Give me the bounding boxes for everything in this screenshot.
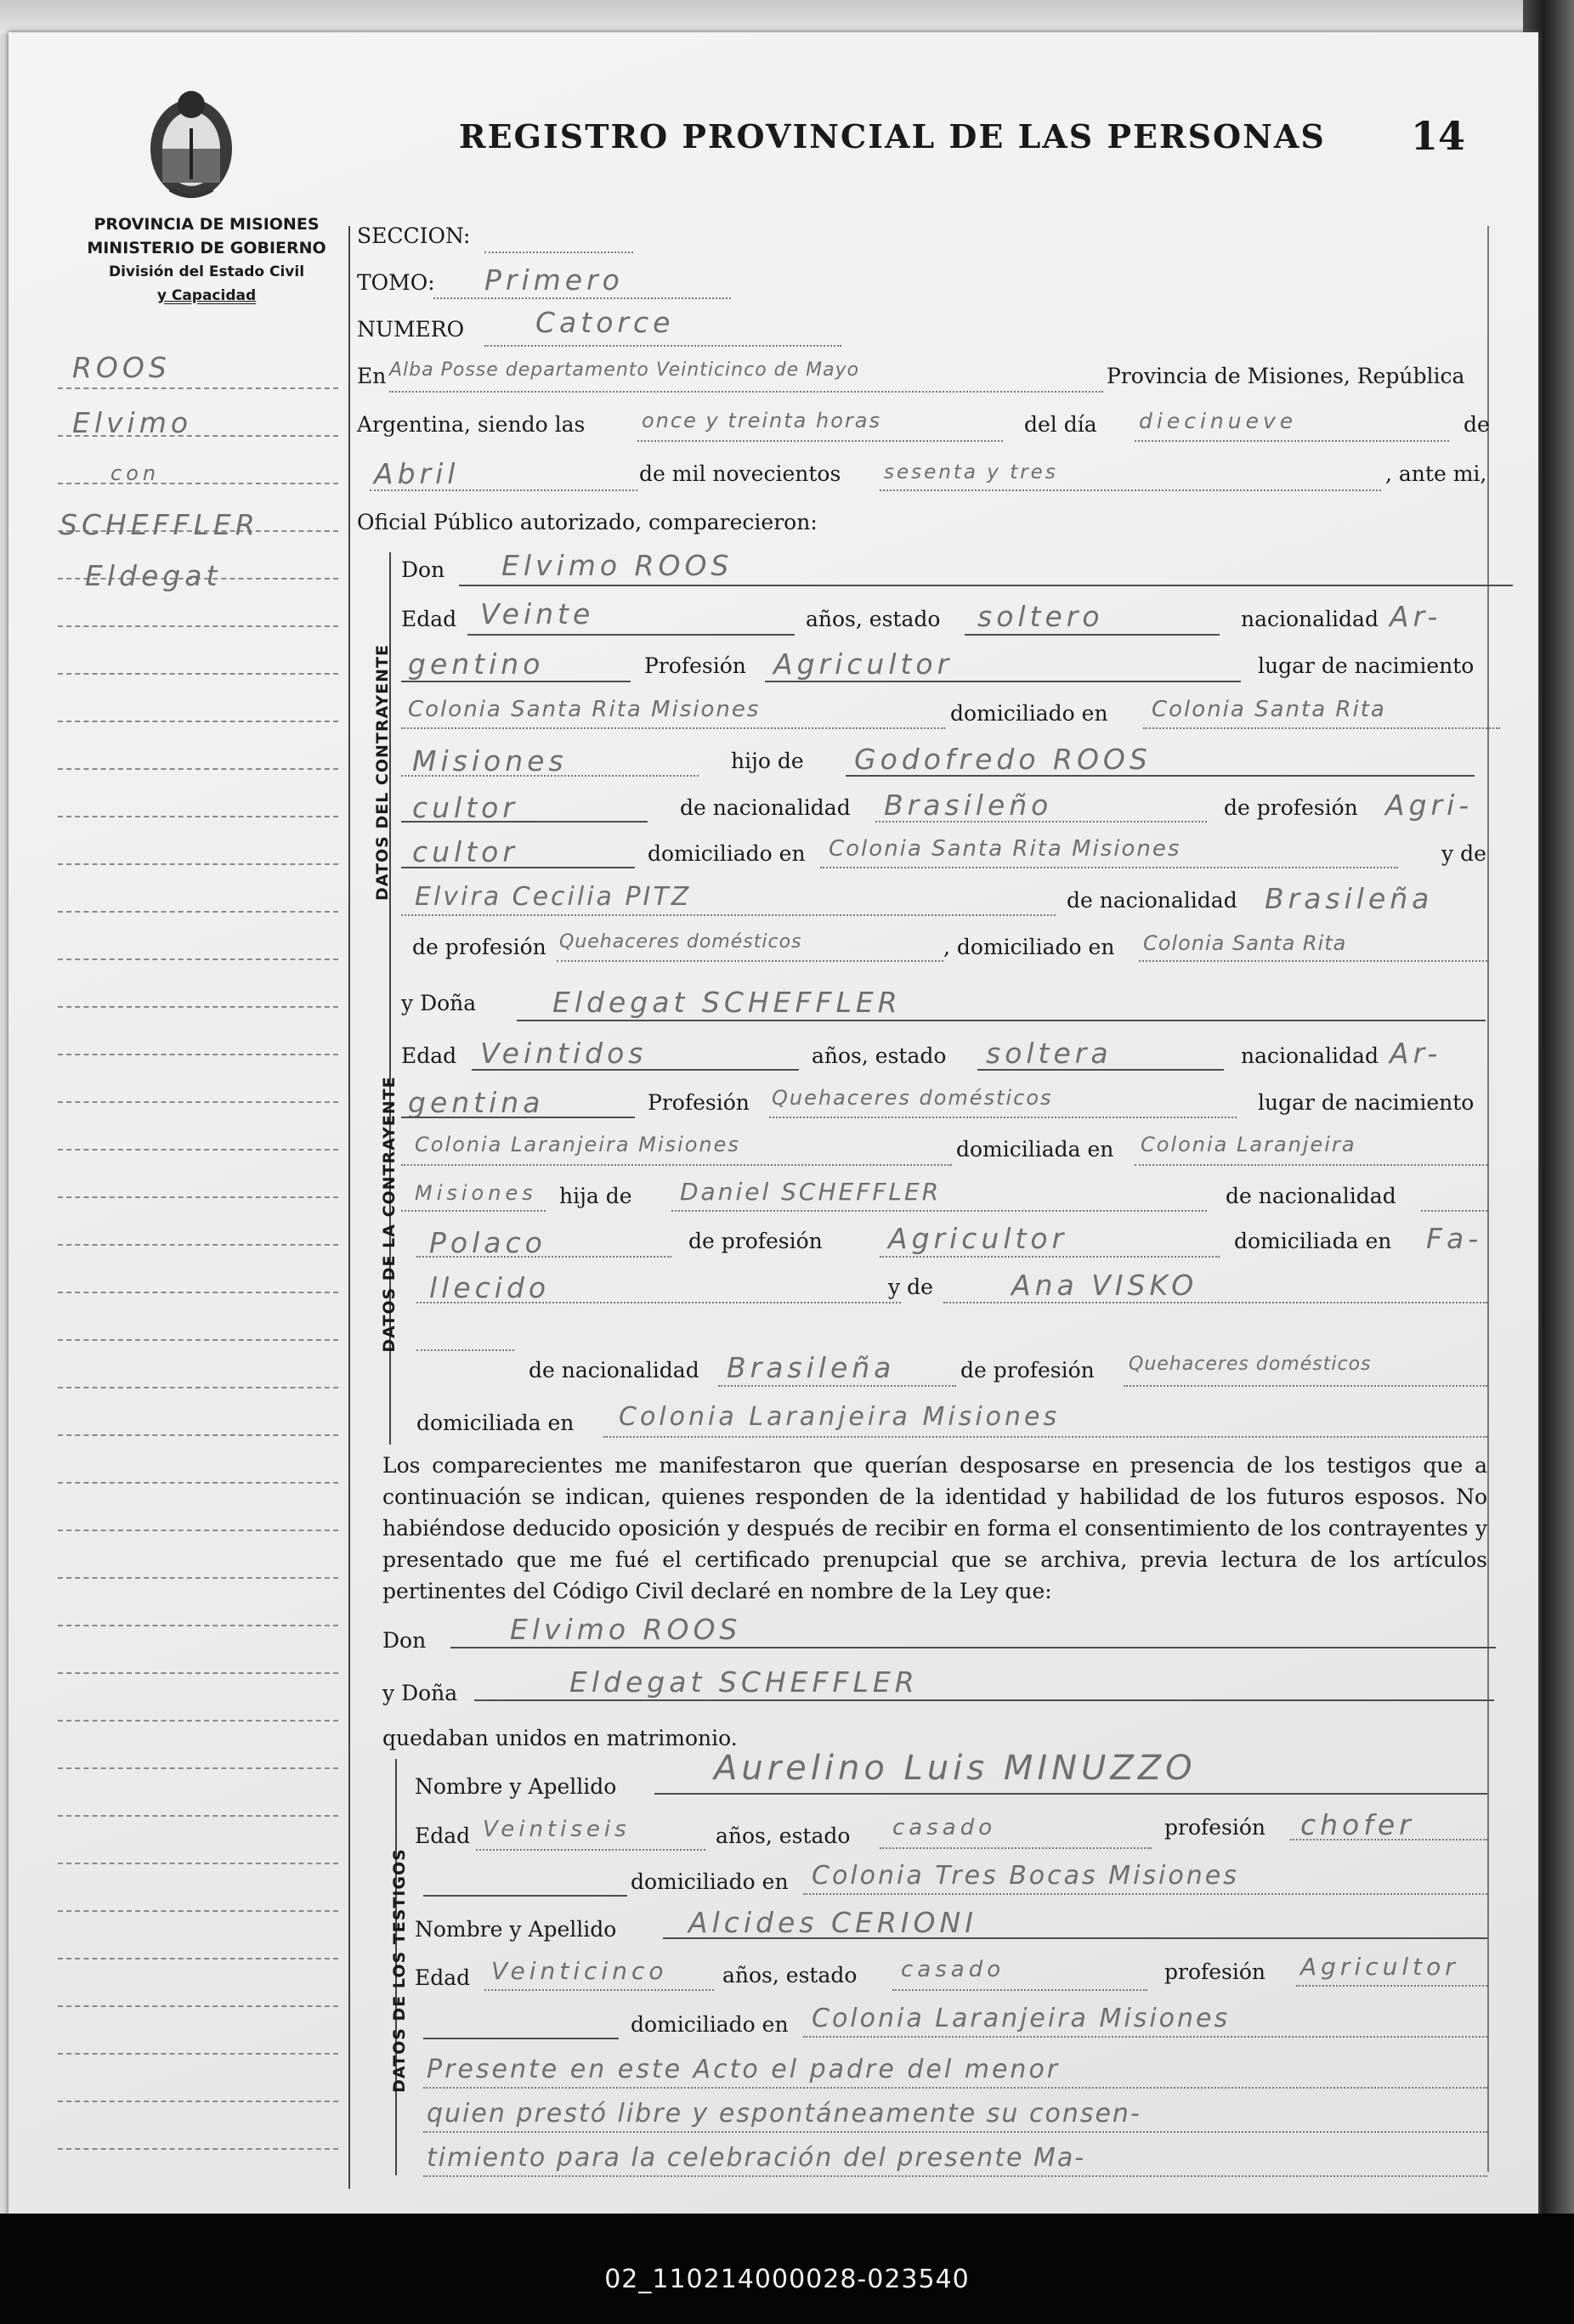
note-line1 bbox=[423, 2087, 1487, 2089]
bride-father-prof-label: de profesión bbox=[688, 1229, 823, 1253]
mes-value: Abril bbox=[374, 457, 460, 490]
witness1-dom-label: domiciliado en bbox=[631, 1869, 789, 1894]
bride-father-nac-line1 bbox=[1421, 1210, 1487, 1212]
seccion-line bbox=[484, 252, 633, 253]
bride-domicilio2-line bbox=[401, 1210, 546, 1212]
groom-name-line bbox=[459, 585, 1513, 586]
bride-name: Eldegat SCHEFFLER bbox=[552, 986, 902, 1019]
testigos-section-label: DATOS DE LOS TESTIGOS bbox=[390, 1848, 409, 2093]
mother-prof: Quehaceres domésticos bbox=[559, 931, 802, 953]
margin-ruled-line bbox=[58, 1054, 338, 1055]
father-nac-line bbox=[875, 821, 1207, 823]
father-prof-part2: cultor bbox=[412, 835, 518, 868]
witness2-prof-line bbox=[1296, 1985, 1487, 1987]
witness2-prof-label: profesión bbox=[1164, 1959, 1266, 1984]
mil-text: de mil novecientos bbox=[639, 461, 841, 486]
witness2-estado: casado bbox=[901, 1957, 1005, 1982]
margin-ruled-line bbox=[58, 387, 338, 389]
bride-mother-dom-line bbox=[603, 1436, 1487, 1438]
mother-name-line bbox=[401, 914, 1056, 916]
witness1-estado-line bbox=[880, 1847, 1152, 1849]
bride-edad-label: Edad bbox=[401, 1043, 457, 1068]
groom-domicilio1: Colonia Santa Rita bbox=[1152, 697, 1386, 722]
don-label: Don bbox=[401, 557, 445, 582]
margin-ruled-line bbox=[58, 958, 338, 960]
margin-entry-surname2: SCHEFFLER bbox=[59, 508, 259, 541]
bride-domicilio1: Colonia Laranjeira bbox=[1141, 1133, 1356, 1156]
witness2-nombre: Alcides CERIONI bbox=[688, 1906, 977, 1939]
groom-edad-line bbox=[467, 634, 795, 636]
witness1-prof-line bbox=[1290, 1839, 1487, 1841]
register-page bbox=[8, 32, 1538, 2216]
witness1-nombre-line bbox=[654, 1793, 1487, 1795]
dia-line bbox=[1135, 440, 1449, 442]
declaration-paragraph: Los comparecientes me manifestaron que querían desposarse en presencia de los testigos que a continuación se indican, quienes responden de la identidad y habilidad de los futuros esposos. No habiéndose deducido oposición y después de recibir en forma el consentimiento de los contrayentes y presentado que me fué el certificado prenupcial que se archiva, previa lectura de los artículos pertinentes del Código Civil declaré en nombre de la Ley que: bbox=[382, 1453, 1487, 1603]
numero-label: NUMERO bbox=[357, 317, 465, 342]
mother-dom: Colonia Santa Rita bbox=[1143, 931, 1347, 955]
bride-nac2-line bbox=[401, 1117, 635, 1118]
witness2-prof: Agricultor bbox=[1300, 1953, 1459, 1981]
groom-profesion: Agricultor bbox=[773, 647, 954, 681]
bride-lugar-line bbox=[401, 1164, 952, 1166]
margin-ruled-line bbox=[58, 1482, 338, 1484]
scan-filename: 02_110214000028-023540 bbox=[604, 2265, 970, 2294]
margin-ruled-line bbox=[58, 1530, 338, 1531]
mes-line bbox=[370, 489, 637, 491]
page-title: REGISTRO PROVINCIAL DE LAS PERSONAS bbox=[459, 117, 1326, 155]
witness1-pre-dom-line bbox=[423, 1895, 627, 1897]
authority-line1: PROVINCIA DE MISIONES bbox=[93, 215, 320, 234]
anio-line bbox=[880, 489, 1381, 491]
note-line2 bbox=[423, 2131, 1487, 2133]
father-prof-line bbox=[401, 821, 648, 823]
bride-father-prof: Agricultor bbox=[888, 1222, 1068, 1255]
bride-mother-nac-pre-line bbox=[416, 1349, 514, 1351]
tomo-value: Primero bbox=[484, 263, 624, 297]
witness2-dom: Colonia Laranjeira Misiones bbox=[812, 2004, 1231, 2033]
witness1-dom: Colonia Tres Bocas Misiones bbox=[812, 1861, 1239, 1891]
groom-lugar-line bbox=[401, 727, 945, 729]
bride-mother-line bbox=[943, 1302, 1487, 1303]
margin-ruled-line bbox=[58, 1577, 338, 1579]
bride-lugar: Colonia Laranjeira Misiones bbox=[415, 1133, 740, 1156]
bride-y-de: y de bbox=[888, 1275, 933, 1299]
groom-profesion-label: Profesión bbox=[644, 653, 746, 678]
margin-ruled-line bbox=[58, 1720, 338, 1722]
father-prof-part1: cultor bbox=[412, 791, 518, 824]
witness1-edad-line bbox=[476, 1849, 705, 1851]
witness1-anos-estado: años, estado bbox=[716, 1824, 851, 1848]
decl-don-line bbox=[450, 1647, 1496, 1648]
witness1-prof: chofer bbox=[1300, 1808, 1415, 1841]
groom-nac-label: nacionalidad bbox=[1241, 607, 1379, 631]
witness2-dom-label: domiciliado en bbox=[631, 2012, 789, 2037]
bride-profesion-line bbox=[769, 1117, 1237, 1118]
margin-ruled-line bbox=[58, 1815, 338, 1817]
bride-edad-line bbox=[472, 1069, 799, 1071]
witness2-anos-estado: años, estado bbox=[722, 1963, 858, 1988]
margin-ruled-line bbox=[58, 2148, 338, 2150]
bride-mother-dom: Colonia Laranjeira Misiones bbox=[619, 1402, 1061, 1432]
margin-entry-name2: Eldegat bbox=[85, 559, 222, 592]
margin-ruled-line bbox=[58, 2101, 338, 2102]
tomo-line bbox=[433, 297, 731, 299]
seccion-label: SECCION: bbox=[357, 223, 471, 248]
father-dom-label: domiciliado en bbox=[648, 841, 806, 866]
right-frame-line bbox=[1487, 226, 1489, 2172]
en-line bbox=[389, 391, 1103, 393]
page-number: 14 bbox=[1411, 113, 1466, 159]
provincia-text: Provincia de Misiones, República bbox=[1107, 364, 1465, 388]
groom-nac2: gentino bbox=[408, 647, 545, 681]
en-value: Alba Posse departamento Veinticinco de Mayo bbox=[389, 359, 860, 381]
anio-value: sesenta y tres bbox=[884, 461, 1058, 483]
bride-name-line bbox=[517, 1020, 1486, 1021]
hora-line bbox=[637, 440, 1003, 442]
bride-domicilio2: Misiones bbox=[415, 1181, 537, 1205]
groom-nac1: Ar- bbox=[1390, 600, 1442, 633]
witness-note-line1: Presente en este Acto el padre del menor bbox=[427, 2055, 1061, 2084]
bride-father-dom1: Fa- bbox=[1426, 1222, 1483, 1255]
witness1-nombre-label: Nombre y Apellido bbox=[415, 1774, 617, 1799]
hija-de-label: hija de bbox=[559, 1184, 632, 1208]
margin-ruled-line bbox=[58, 1863, 338, 1864]
witness1-prof-label: profesión bbox=[1164, 1815, 1266, 1840]
bride-mother-prof-line bbox=[1124, 1385, 1487, 1387]
groom-domiciliado-label: domiciliado en bbox=[950, 701, 1108, 726]
father-nac-label: de nacionalidad bbox=[680, 795, 851, 820]
margin-entry-con: con bbox=[110, 461, 161, 485]
witness1-dom-line bbox=[803, 1893, 1487, 1895]
father-name: Godofredo ROOS bbox=[854, 743, 1152, 776]
witness2-dom-line bbox=[803, 2036, 1487, 2038]
margin-ruled-line bbox=[58, 483, 338, 484]
margin-ruled-line bbox=[58, 1006, 338, 1008]
bride-domiciliada-label: domiciliada en bbox=[956, 1137, 1114, 1162]
groom-edad-label: Edad bbox=[401, 607, 457, 631]
witness2-edad: Veinticinco bbox=[491, 1957, 668, 1985]
bride-mother-nac: Brasileña bbox=[727, 1351, 896, 1384]
margin-entry-name: Elvimo bbox=[72, 406, 193, 439]
bride-estado-line bbox=[977, 1069, 1224, 1071]
decl-dona-value: Eldegat SCHEFFLER bbox=[569, 1665, 919, 1699]
coat-of-arms-icon bbox=[144, 79, 238, 202]
ante-mi: , ante mi, bbox=[1385, 461, 1487, 486]
witness1-edad: Veintiseis bbox=[483, 1817, 631, 1842]
groom-name: Elvimo ROOS bbox=[501, 549, 733, 582]
bride-mother-nac-line bbox=[718, 1385, 956, 1387]
mother-dom-line bbox=[1139, 960, 1487, 962]
father-prof2-line bbox=[401, 867, 635, 868]
margin-ruled-line bbox=[58, 1292, 338, 1293]
bride-mother-dom-label: domiciliada en bbox=[416, 1411, 575, 1435]
bride-domicilio-line bbox=[1135, 1164, 1487, 1166]
father-prof-label: de profesión bbox=[1224, 795, 1358, 820]
bride-father-nac-label: de nacionalidad bbox=[1226, 1184, 1396, 1208]
mother-nac-label: de nacionalidad bbox=[1067, 888, 1237, 913]
father-prof-part0: Agri- bbox=[1385, 789, 1474, 822]
bride-father-prof-line bbox=[880, 1256, 1220, 1258]
witness2-nombre-line bbox=[663, 1937, 1487, 1939]
tomo-label: TOMO: bbox=[357, 270, 435, 295]
mother-dom-label: , domiciliado en bbox=[943, 935, 1115, 959]
margin-ruled-line bbox=[58, 1672, 338, 1674]
margin-ruled-line bbox=[58, 911, 338, 913]
margin-ruled-line bbox=[58, 1387, 338, 1388]
margin-ruled-line bbox=[58, 2053, 338, 2055]
groom-estado-line bbox=[965, 634, 1220, 636]
witness-note-line2: quien prestó libre y espontáneamente su consen- bbox=[427, 2099, 1141, 2129]
margin-ruled-line bbox=[58, 816, 338, 817]
dia-value: diecinueve bbox=[1139, 409, 1298, 433]
margin-ruled-line bbox=[58, 768, 338, 770]
del-dia: del día bbox=[1024, 412, 1097, 437]
decl-dona-label: y Doña bbox=[382, 1681, 458, 1705]
margin-ruled-line bbox=[58, 1101, 338, 1103]
witness-note-line3: timiento para la celebración del presente Ma- bbox=[427, 2143, 1086, 2173]
left-column-divider bbox=[348, 226, 350, 2189]
witness2-estado-line bbox=[892, 1989, 1147, 1991]
note-line3 bbox=[423, 2175, 1487, 2177]
father-dom-line bbox=[820, 867, 1398, 868]
argentina-text: Argentina, siendo las bbox=[357, 412, 586, 437]
bride-nac-label: nacionalidad bbox=[1241, 1043, 1379, 1068]
margin-ruled-line bbox=[58, 1910, 338, 1912]
hijo-de-label: hijo de bbox=[731, 749, 804, 773]
bride-estado: soltera bbox=[986, 1037, 1113, 1070]
bride-father-dom2-line bbox=[416, 1302, 901, 1303]
groom-estado: soltero bbox=[977, 600, 1104, 633]
groom-domicilio-line bbox=[1143, 727, 1500, 729]
margin-ruled-line bbox=[58, 1434, 338, 1436]
scan-top-edge bbox=[0, 0, 1574, 34]
witness2-edad-label: Edad bbox=[415, 1965, 471, 1990]
bride-profesion: Quehaceres domésticos bbox=[772, 1086, 1053, 1110]
bride-nac1: Ar- bbox=[1390, 1037, 1442, 1070]
groom-lugar-label: lugar de nacimiento bbox=[1258, 653, 1475, 678]
contrayente-female-section-label: DATOS DE LA CONTRAYENTE bbox=[380, 1076, 399, 1353]
mother-prof-label: de profesión bbox=[412, 935, 546, 959]
bride-edad: Veintidos bbox=[480, 1037, 648, 1070]
groom-nac2-line bbox=[401, 681, 631, 682]
decl-don-label: Don bbox=[382, 1628, 427, 1653]
witness1-edad-label: Edad bbox=[415, 1824, 471, 1848]
bride-mother-prof: Quehaceres domésticos bbox=[1129, 1354, 1372, 1375]
witness2-pre-dom-line bbox=[423, 2038, 619, 2039]
witness1-estado: casado bbox=[892, 1815, 997, 1841]
bride-mother-prof-label: de profesión bbox=[960, 1358, 1095, 1383]
bride-father-line bbox=[671, 1210, 1207, 1212]
bride-father-dom2: llecido bbox=[429, 1271, 551, 1304]
margin-ruled-line bbox=[58, 721, 338, 722]
oficial-text: Oficial Público autorizado, comparecieron: bbox=[357, 510, 818, 534]
margin-ruled-line bbox=[58, 1339, 338, 1341]
margin-ruled-line bbox=[58, 2005, 338, 2007]
margin-ruled-line bbox=[58, 1196, 338, 1198]
bride-lugar-label: lugar de nacimiento bbox=[1258, 1090, 1475, 1115]
bride-father-nac: Polaco bbox=[429, 1226, 546, 1259]
margin-ruled-line bbox=[58, 673, 338, 675]
groom-edad: Veinte bbox=[480, 597, 595, 630]
groom-domicilio2-line bbox=[401, 775, 699, 777]
bride-mother-nac-label: de nacionalidad bbox=[529, 1358, 699, 1383]
mother-name: Elvira Cecilia PITZ bbox=[415, 882, 692, 912]
decl-don-value: Elvimo ROOS bbox=[510, 1613, 742, 1646]
quedaban-text: quedaban unidos en matrimonio. bbox=[382, 1726, 738, 1750]
hora-value: once y treinta horas bbox=[642, 409, 881, 433]
margin-ruled-line bbox=[58, 1244, 338, 1246]
groom-lugar: Colonia Santa Rita Misiones bbox=[408, 697, 761, 722]
groom-domicilio2: Misiones bbox=[412, 744, 568, 777]
authority-block bbox=[66, 212, 347, 308]
mother-prof-line bbox=[557, 960, 943, 962]
margin-entry-surname: ROOS bbox=[72, 351, 171, 384]
margin-ruled-line bbox=[58, 625, 338, 627]
authority-line2: MINISTERIO DE GOBIERNO bbox=[87, 239, 326, 257]
authority-line4: y Capacidad bbox=[156, 287, 257, 304]
bride-anos-estado: años, estado bbox=[812, 1043, 947, 1068]
contrayente-section-label: DATOS DEL CONTRAYENTE bbox=[373, 644, 392, 901]
numero-value: Catorce bbox=[535, 306, 675, 339]
numero-line bbox=[484, 345, 841, 347]
witness2-edad-line bbox=[484, 1989, 714, 1991]
witness1-nombre: Aurelino Luis MINUZZO bbox=[714, 1749, 1197, 1788]
bride-nac2: gentina bbox=[408, 1086, 545, 1119]
father-nac: Brasileño bbox=[884, 789, 1053, 822]
witness2-nombre-label: Nombre y Apellido bbox=[415, 1917, 617, 1942]
margin-ruled-line bbox=[58, 1767, 338, 1769]
bride-profesion-label: Profesión bbox=[648, 1090, 750, 1115]
bride-father-nac-line2 bbox=[416, 1256, 671, 1258]
margin-ruled-line bbox=[58, 1958, 338, 1959]
de-text: de bbox=[1464, 412, 1490, 437]
authority-line3: División del Estado Civil bbox=[108, 263, 305, 280]
father-name-line bbox=[846, 775, 1475, 777]
margin-ruled-line bbox=[58, 863, 338, 865]
groom-profesion-line bbox=[765, 681, 1241, 682]
bride-father-dom-label: domiciliada en bbox=[1234, 1229, 1392, 1253]
en-label: En bbox=[357, 364, 387, 388]
y-de-label: y de bbox=[1441, 841, 1486, 866]
dona-label: y Doña bbox=[401, 991, 477, 1015]
margin-ruled-line bbox=[58, 1149, 338, 1151]
mother-nac: Brasileña bbox=[1265, 882, 1434, 915]
margin-ruled-line bbox=[58, 1625, 338, 1626]
bride-father-name: Daniel SCHEFFLER bbox=[680, 1178, 942, 1206]
groom-anos-estado: años, estado bbox=[806, 607, 941, 631]
bride-mother-name: Ana VISKO bbox=[1011, 1269, 1198, 1302]
father-dom: Colonia Santa Rita Misiones bbox=[829, 836, 1181, 862]
decl-dona-line bbox=[474, 1699, 1494, 1701]
